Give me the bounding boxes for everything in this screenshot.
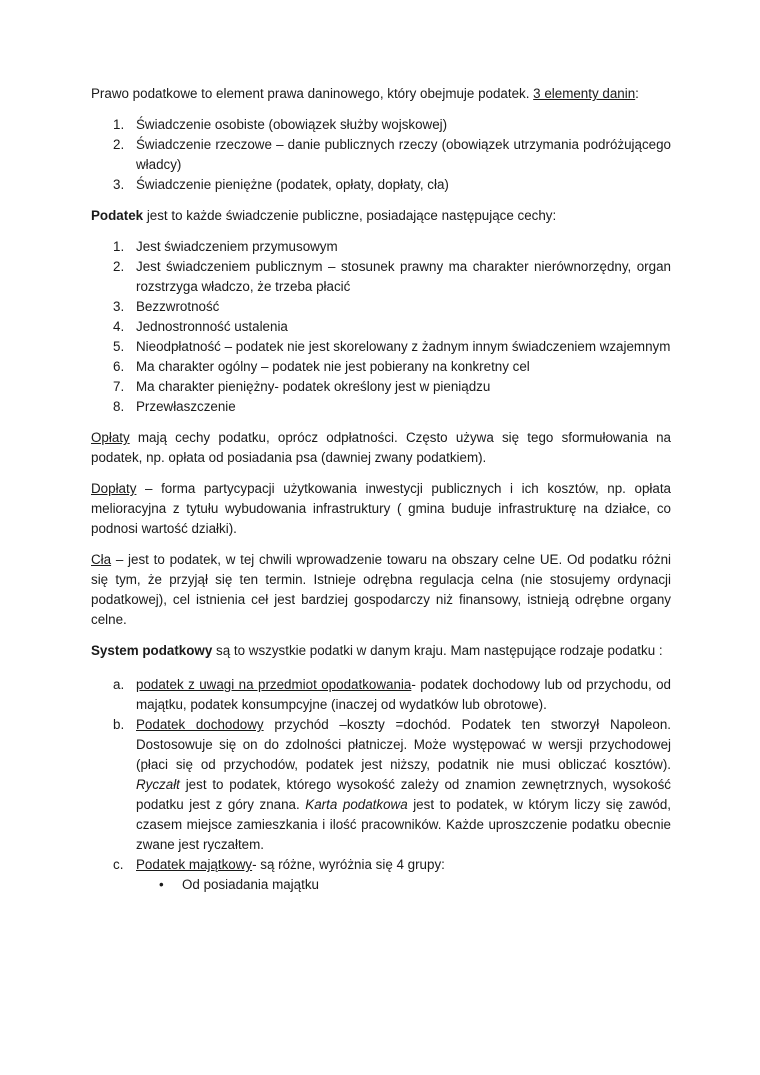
list-letter: a. — [113, 677, 125, 692]
list-number: 2. — [113, 137, 125, 152]
list-item-text: Ma charakter ogólny – podatek nie jest pobierany na konkretny cel — [136, 359, 530, 374]
list-item — [91, 135, 671, 175]
list-item-text: jest to podatek, którego wysokość zależy od znamion zewnętrznych, wysokość podatku jest z góry znana. — [136, 777, 671, 812]
list-item-text: Świadczenie rzeczowe – danie publicznych rzeczy (obowiązek utrzymania podróżującego władcy) — [136, 137, 671, 172]
system-term: System podatkowy — [91, 643, 213, 658]
list-number: 5. — [113, 339, 125, 354]
list-item-text: - podatek dochodowy lub od przychodu, od majątku, podatek konsumpcyjne (inaczej od wydatków lub obrotowe). — [136, 677, 671, 712]
system-text: są to wszystkie podatki w danym kraju. Mam następujące rodzaje podatku : — [212, 643, 663, 658]
cechy-list — [91, 237, 671, 417]
podatek-definition — [91, 206, 671, 226]
list-number: 8. — [113, 399, 125, 414]
podatek-term: Podatek — [91, 208, 144, 223]
list-number: 3. — [113, 177, 125, 192]
list-item-term: Podatek dochodowy — [136, 717, 264, 732]
list-item-text: przychód –koszty =dochód. Podatek ten stworzył Napoleon. Dostosowuje się on do zdolności płatniczej. Może występować w wersji przychodowej (płaci się od przychodów, podatek jest niższy, podatnik nie musi obliczać kosztów). — [136, 717, 671, 772]
list-item — [91, 675, 671, 715]
list-number: 1. — [113, 117, 125, 132]
list-number: 1. — [113, 239, 125, 254]
list-number: 6. — [113, 359, 125, 374]
danin-list — [91, 115, 671, 195]
intro-colon: : — [635, 86, 639, 101]
list-item — [91, 875, 671, 895]
ryczalt-term: Ryczałt — [136, 777, 180, 792]
podatek-definition-text: jest to każde świadczenie publiczne, posiadające następujące cechy: — [143, 208, 557, 223]
list-number: 7. — [113, 379, 125, 394]
cla-paragraph — [91, 550, 671, 630]
oplaty-paragraph — [91, 428, 671, 468]
intro-paragraph — [91, 84, 671, 104]
list-item — [91, 237, 671, 257]
system-paragraph — [91, 641, 671, 661]
intro-underlined-term: 3 elementy danin — [533, 86, 636, 101]
list-item-text: Nieodpłatność – podatek nie jest skorelowany z żadnym innym świadczeniem wzajemnym — [136, 339, 671, 354]
oplaty-term: Opłaty — [91, 430, 130, 445]
document-body — [91, 84, 671, 895]
cla-text: – jest to podatek, w tej chwili wprowadzenie towaru na obszary celne UE. Od podatku różni się tym, że przyjął się ten termin. Istnieje odrębna regulacja celna (nie stosujemy ordynacji podatkowej), cel istnienia ceł jest bardziej gospodarczy niż finansowy, istnieją odrębne organy celne. — [91, 552, 671, 627]
rodzaje-list — [91, 675, 671, 875]
list-number: 3. — [113, 299, 125, 314]
list-item-text: Przewłaszczenie — [136, 399, 236, 414]
list-item-text: Jednostronność ustalenia — [136, 319, 288, 334]
list-item — [91, 257, 671, 297]
list-item-text: Od posiadania majątku — [182, 877, 319, 892]
list-item — [91, 397, 671, 417]
doplaty-term: Dopłaty — [91, 481, 137, 496]
list-item-text: Bezzwrotność — [136, 299, 220, 314]
list-item — [91, 297, 671, 317]
list-item-text: Jest świadczeniem przymusowym — [136, 239, 338, 254]
list-item-text: Ma charakter pieniężny- podatek określony jest w pieniądzu — [136, 379, 491, 394]
list-item-text: Świadczenie osobiste (obowiązek służby wojskowej) — [136, 117, 448, 132]
list-number: 4. — [113, 319, 125, 334]
intro-text: Prawo podatkowe to element prawa daninowego, który obejmuje podatek. — [91, 86, 534, 101]
list-item — [91, 357, 671, 377]
bullet-icon: • — [159, 877, 164, 892]
cla-term: Cła — [91, 552, 112, 567]
doplaty-text: – forma partycypacji użytkowania inwestycji publicznych i ich kosztów, np. opłata melioracyjna z tytułu wybudowania infrastruktury ( gmina buduje infrastrukturę na działce, co podnosi wartość działki). — [91, 481, 671, 536]
list-number: 2. — [113, 259, 125, 274]
list-letter: c. — [113, 857, 124, 872]
karta-podatkowa-term: Karta podatkowa — [305, 797, 408, 812]
list-item-text: - są różne, wyróżnia się 4 grupy: — [252, 857, 445, 872]
list-item — [91, 175, 671, 195]
list-item-text: Jest świadczeniem publicznym – stosunek prawny ma charakter nierównorzędny, organ rozstrzyga władczo, że trzeba płacić — [136, 259, 671, 294]
list-letter: b. — [113, 717, 125, 732]
majatkowy-sub-list — [91, 875, 671, 895]
oplaty-text: mają cechy podatku, oprócz odpłatności. Często używa się tego sformułowania na podatek, np. opłata od posiadania psa (dawniej zwany podatkiem). — [91, 430, 671, 465]
list-item-text: Świadczenie pieniężne (podatek, opłaty, dopłaty, cła) — [136, 177, 449, 192]
doplaty-paragraph — [91, 479, 671, 539]
list-item-term: Podatek majątkowy — [136, 857, 253, 872]
list-item — [91, 115, 671, 135]
list-item — [91, 715, 671, 855]
list-item — [91, 377, 671, 397]
list-item — [91, 337, 671, 357]
list-item — [91, 317, 671, 337]
list-item — [91, 855, 671, 875]
list-item-text: jest to podatek, w którym liczy się zawód, czasem miejsce zamieszkania i ilość pracowników. Każde uproszczenie podatku obecnie zwane jest ryczałtem. — [136, 797, 671, 852]
list-item-term: podatek z uwagi na przedmiot opodatkowania — [136, 677, 412, 692]
